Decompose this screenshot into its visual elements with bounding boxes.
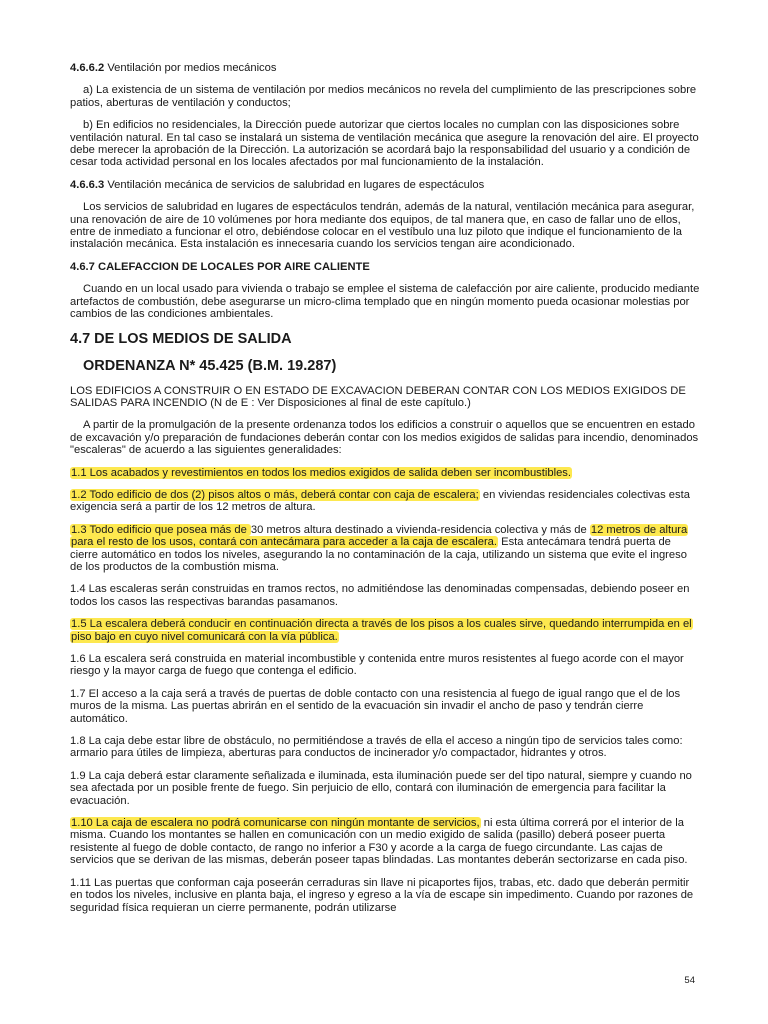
item-1-5 bbox=[70, 618, 700, 643]
paragraph-caps: LOS EDIFICIOS A CONSTRUIR O EN ESTADO DE EXCAVACION DEBERAN CONTAR CON LOS MEDIOS EXIGIDOS DE SALIDAS PARA INCENDIO (N de E : Ver Disposiciones al final de este capítulo.) bbox=[70, 384, 686, 409]
highlight: 1.10 La caja de escalera no podrá comunicarse con ningún montante de servicios, bbox=[71, 817, 480, 830]
highlight: 12 metros de altura para el resto de los usos, contará con antecámara para acceder a la caja de escalera. bbox=[71, 523, 688, 549]
item-1-8: 1.8 La caja debe estar libre de obstáculo, no permitiéndose a través de ella el acceso a ningún tipo de servicios tales como: armario para útiles de limpieza, aberturas para conductos de incinerador y/o compactador, hidrantes y otros. bbox=[70, 735, 683, 760]
paragraph-467: Cuando en un local usado para vivienda o trabajo se emplee el sistema de calefacción por aire caliente, producido mediante artefactos de combustión, debe asegurarse un micro-clima templado que en ningún momento pueda ocasionar molestias por cambios de las condiciones ambientales. bbox=[70, 283, 700, 321]
highlight: 1.3 Todo edificio que posea más de bbox=[71, 523, 250, 536]
item-1-7: 1.7 El acceso a la caja será a través de puertas de doble contacto con una resistencia al fuego de igual rango que el de los muros de la misma. Las puertas abrirán en el sentido de la evacuación sin invadir el ancho de paso y tendrán cierre automático. bbox=[70, 687, 681, 725]
item-1-9: 1.9 La caja deberá estar claramente señalizada e iluminada, esta iluminación puede ser del tipo natural, siempre y cuando no sea afectada por un posible frente de fuego. Sin perjuicio de ello, contará con iluminación de emergencia para facilitar la evacuación. bbox=[70, 769, 692, 807]
heading-47: 4.7 DE LOS MEDIOS DE SALIDA bbox=[70, 330, 292, 347]
item-1-3: 1.3 Todo edificio que posea más de 30 metros altura destinado a vivienda-residencia colectiva y más de 12 metros de altura para el resto de los usos, contará con antecámara para acceder a la caja de escalera. Esta antecámara tendrá puerta de cierre automático en todos los niveles, asegurando la no contaminación de la caja, utilizando un sistema que evite el ingreso de los productos de la combustión misma. bbox=[70, 523, 688, 573]
heading-467: 4.6.7 CALEFACCION DE LOCALES POR AIRE CALIENTE bbox=[70, 260, 370, 273]
paragraph-4662-a: a) La existencia de un sistema de ventilación por medios mecánicos no revela del cumplimiento de las prescripciones sobre patios, aberturas de ventilación y conductos; bbox=[70, 84, 697, 109]
item-1-4: 1.4 Las escaleras serán construidas en tramos rectos, no admitiéndose las denominadas compensadas, debiendo poseer en todos los casos las respectivas barandas pasamanos. bbox=[70, 583, 690, 608]
item-1-6: 1.6 La escalera será construida en material incombustible y contenida entre muros resistentes al fuego acorde con el mayor riesgo y la mayor carga de fuego que contenga el edificio. bbox=[70, 653, 684, 678]
paragraph-4662-b: b) En edificios no residenciales, la Dirección puede autorizar que ciertos locales no cumplan con las disposiciones sobre ventilación natural. En tal caso se instalará un sistema de ventilación mecánica que asegure la renovación del aire. El proyecto debe merecer la aprobación de la Dirección. La autorización se acordará bajo la responsabilidad del usuario y a condición de cesar toda actividad personal en los locales afectados por mal funcionamiento de la instalación. bbox=[70, 119, 699, 169]
item-1-11: 1.11 Las puertas que conforman caja poseerán cerraduras sin llave ni picaportes fijos, trabas, etc. dado que deberán permitir en todos los niveles, inclusive en planta baja, el ingreso y egreso a la vía de escape sin impedimento. Cuando por razones de seguridad física requieran un cierre permanente, podrán utilizarse bbox=[70, 876, 694, 914]
document-page bbox=[70, 62, 700, 914]
highlight: 1.5 La escalera deberá conducir en continuación directa a través de los pisos a los cuales sirve, quedando interrumpida en el piso bajo en cuyo nivel comunicará con la vía pública. bbox=[71, 618, 692, 643]
ordenanza-title: ORDENANZA N* 45.425 (B.M. 19.287) bbox=[83, 357, 337, 374]
item-1-10: 1.10 La caja de escalera no podrá comunicarse con ningún montante de servicios, ni esta última correrá por el interior de la misma. Cuando los montantes se hallen en comunicación con un medio exigido de salida (pasillo) deberá poseer puerta resistente al fuego de doble contacto, de rango no inferior a F30 y acorde a la carga de fuego circundante. Las cajas de servicios que se derivan de las mismas, deberán poseer tapas blindadas. Las montantes deberán sectorizarse en cada piso. bbox=[70, 817, 688, 867]
item-1-1 bbox=[70, 467, 700, 479]
page-number: 54 bbox=[684, 975, 695, 986]
paragraph-4663: Los servicios de salubridad en lugares de espectáculos tendrán, además de la natural, ventilación mecánica para asegurar, una renovación de aire de 10 volúmenes por hora mediante dos equipos, de tal manera que, en caso de fallar uno de ellos, entre de inmediato a funcionar el otro, debiéndose colocar en el vestíbulo una luz piloto que indique el funcionamiento de la instalación mecánica. Esta instalación es innecesaria cuando los servicios tengan aire acondicionado. bbox=[70, 201, 695, 251]
heading-4663: 4.6.6.3 Ventilación mecánica de servicios de salubridad en lugares de espectáculos bbox=[70, 178, 485, 191]
highlight: 1.1 Los acabados y revestimientos en todos los medios exigidos de salida deben ser incombustibles. bbox=[71, 466, 571, 479]
paragraph-intro: A partir de la promulgación de la presente ordenanza todos los edificios a construir o aquellos que se encuentren en estado de excavación y/o preparación de fundaciones deberán contar con los medios exigidos de salidas para incendio, denominados "escaleras" de acuerdo a las siguientes generalidades: bbox=[70, 419, 699, 457]
highlight: 1.2 Todo edificio de dos (2) pisos altos o más, deberá contar con caja de escalera; bbox=[71, 488, 479, 501]
heading-4662: 4.6.6.2 Ventilación por medios mecánicos bbox=[70, 62, 277, 74]
item-1-2: 1.2 Todo edificio de dos (2) pisos altos o más, deberá contar con caja de escalera; en viviendas residenciales colectivas esta exigencia será a partir de los 12 metros de altura. bbox=[70, 488, 690, 514]
